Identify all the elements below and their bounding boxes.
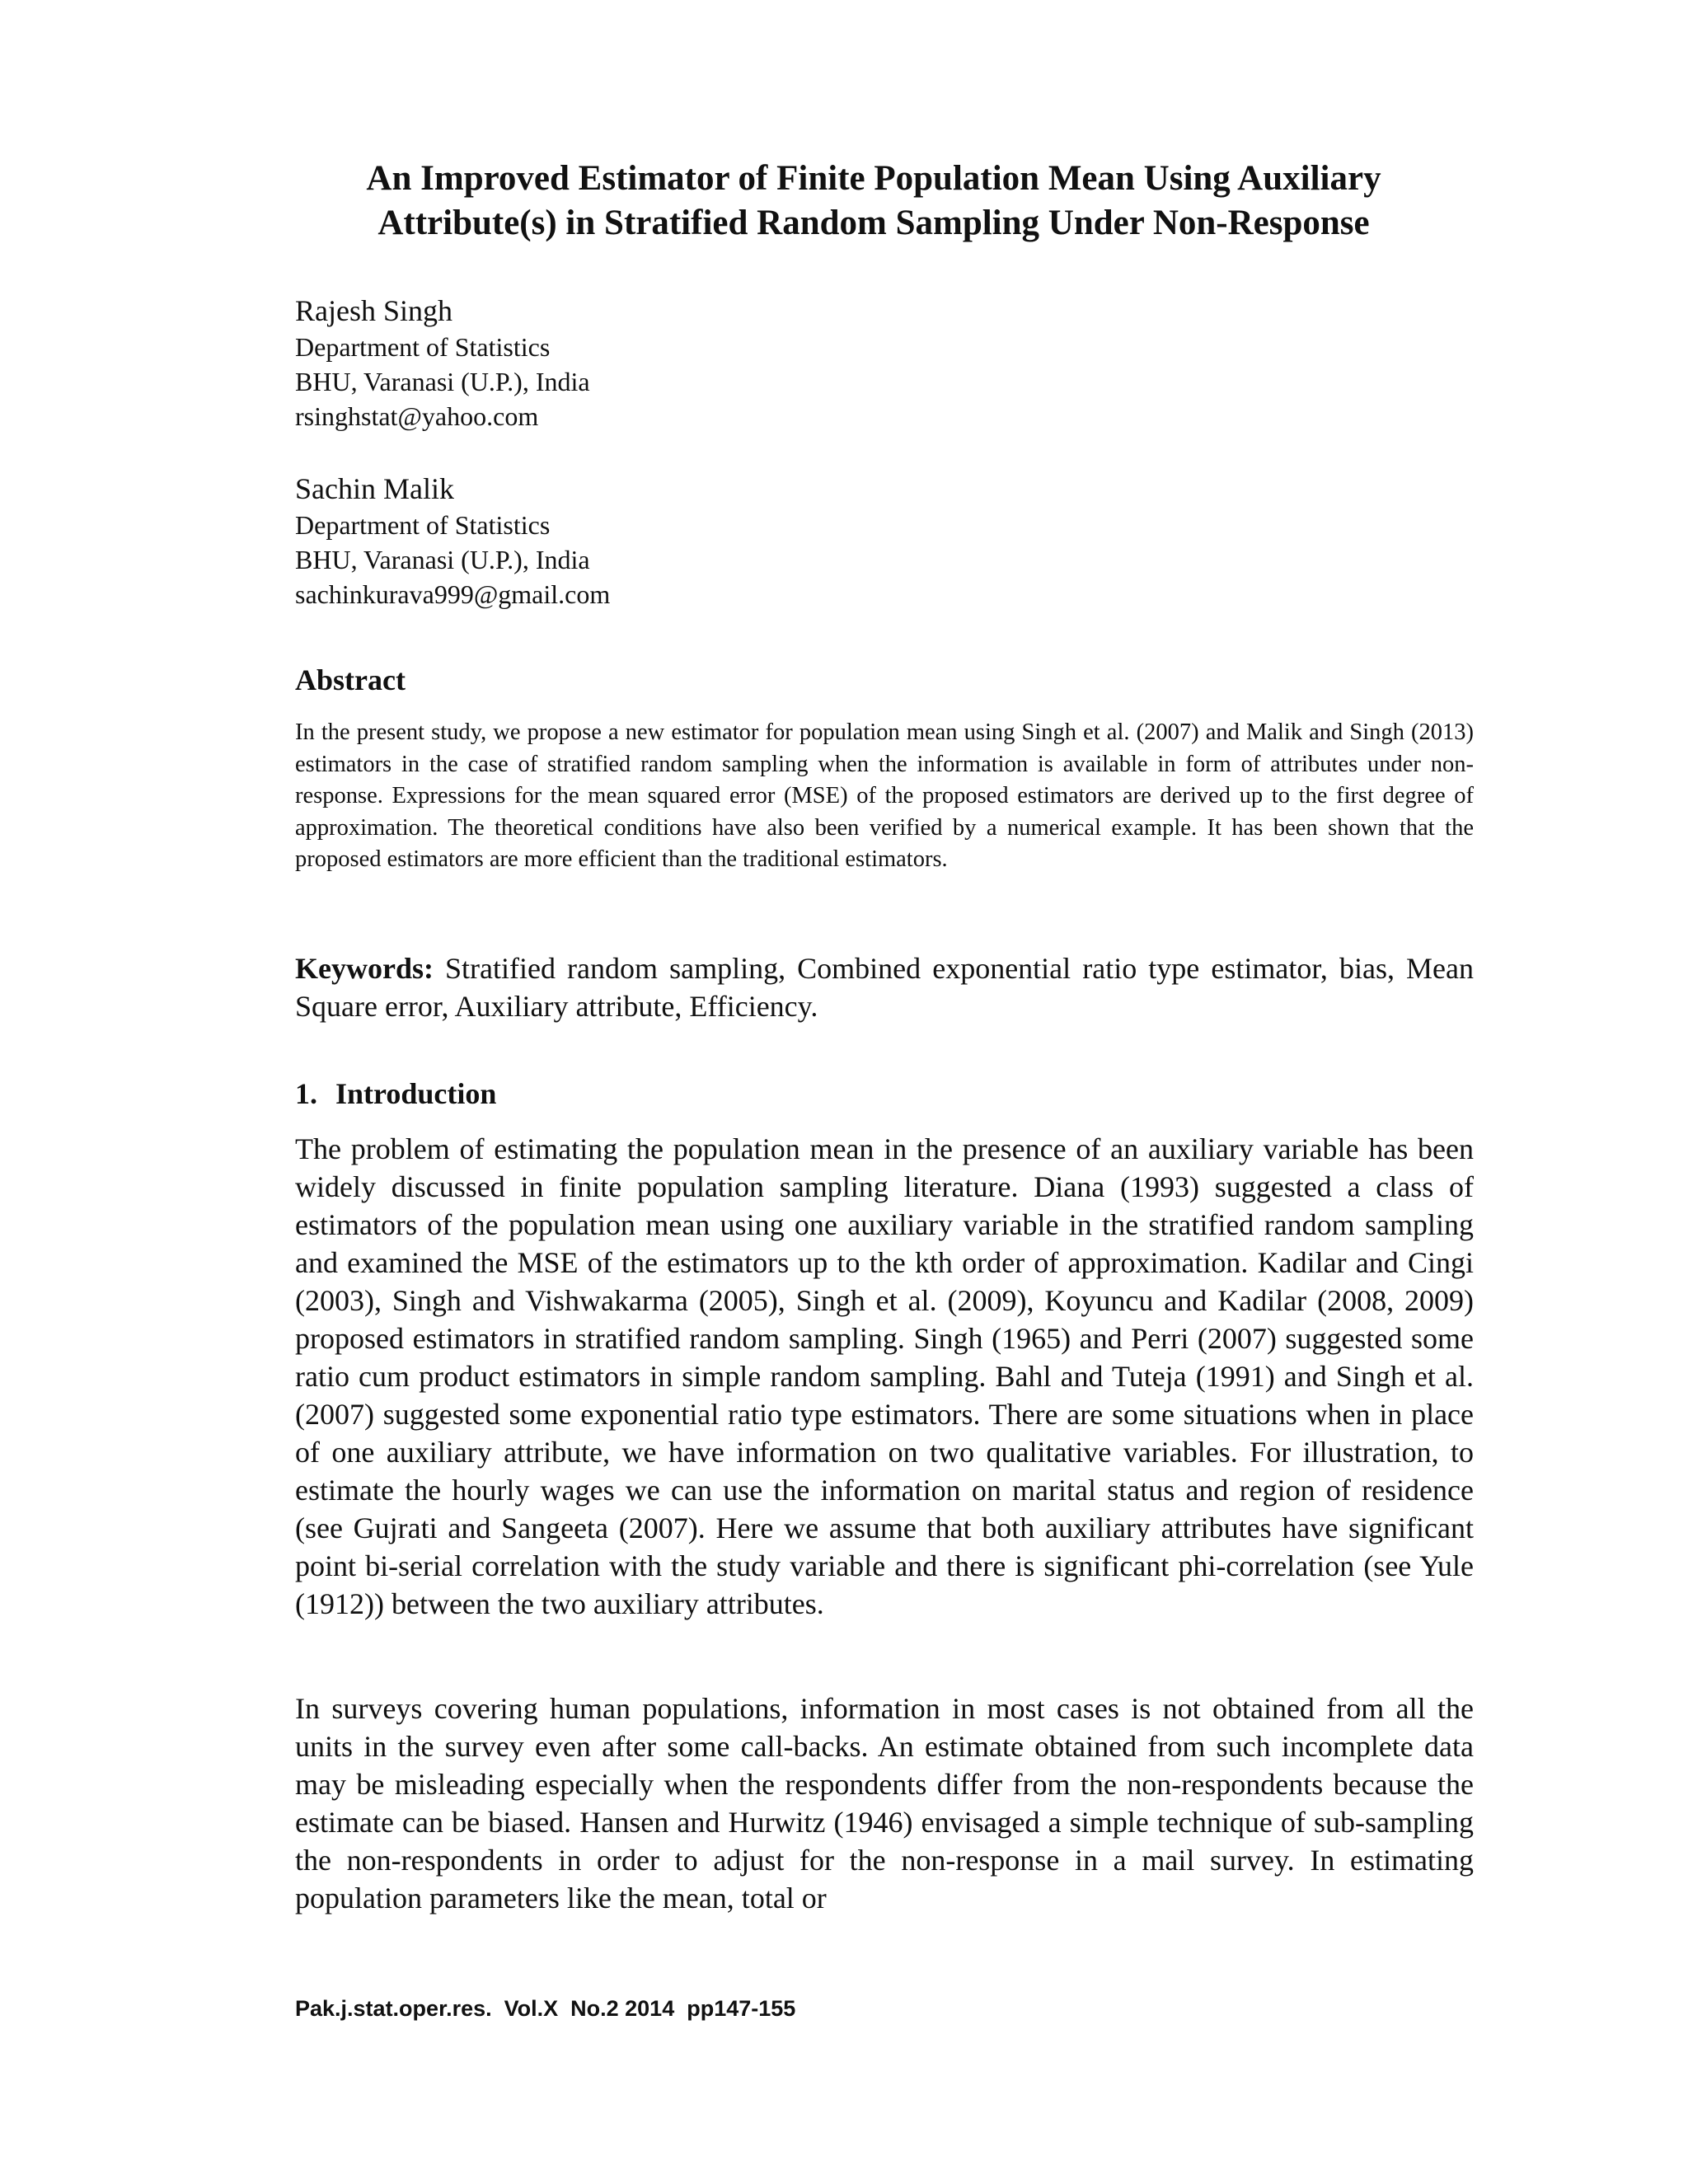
author-affiliation: BHU, Varanasi (U.P.), India [295,367,590,396]
author-name: Rajesh Singh [295,294,453,327]
keywords [295,949,1474,1025]
title-line-2: Attribute(s) in Stratified Random Sampling Under Non-Response [377,204,1370,242]
author-affiliation: BHU, Varanasi (U.P.), India [295,545,590,574]
abstract-text: In the present study, we propose a new estimator for population mean using Singh et al. (2007) and Malik and Singh (2013) estimators in the case of stratified random sampling when the information is available in form of attributes under non-response. Expressions for the mean squared error (MSE) of the proposed estimators are derived up to the first degree of approximation. The theoretical conditions have also been verified by a numerical example. It has been shown that the proposed estimators are more efficient than the traditional estimators. [295,719,1474,872]
paper-title [272,157,1475,246]
author-department: Department of Statistics [295,510,551,540]
body-paragraph: The problem of estimating the population mean in the presence of an auxiliary variable has been widely discussed in finite population sampling literature. Diana (1993) suggested a class of estimators of the population mean using one auxiliary variable in the stratified random sampling and examined the MSE of the estimators up to the kth order of approximation. Kadilar and Cingi (2003), Singh and Vishwakarma (2005), Singh et al. (2009), Koyuncu and Kadilar (2008, 2009) proposed estimators in stratified random sampling. Singh (1965) and Perri (2007) suggested some ratio cum product estimators in simple random sampling. Bahl and Tuteja (1991) and Singh et al. (2007) suggested some exponential ratio type estimators. There are some situations when in place of one auxiliary attribute, we have information on two qualitative variables. For illustration, to estimate the hourly wages we can use the information on marital status and region of residence (see Gujrati and Sangeeta (2007). Here we assume that both auxiliary attributes have significant point bi-serial correlation with the study variable and there is significant phi-correlation (see Yule (1912)) between the two auxiliary attributes. [295,1132,1474,1620]
section-title: Introduction [335,1077,497,1110]
title-line-1: An Improved Estimator of Finite Population Mean Using Auxiliary [366,159,1381,198]
author-department: Department of Statistics [295,332,551,362]
author-name: Sachin Malik [295,472,454,505]
journal-footer: Pak.j.stat.oper.res. Vol.X No.2 2014 pp147-155 [295,1996,796,2021]
abstract-heading: Abstract [295,663,406,696]
keywords-text: Stratified random sampling, Combined exponential ratio type estimator, bias, Mean Square error, Auxiliary attribute, Efficiency. [295,952,1474,1023]
author-block-2 [295,470,1119,612]
keywords-label: Keywords: [295,952,434,985]
body-paragraph: In surveys covering human populations, information in most cases is not obtained from all the units in the survey even after some call-backs. An estimate obtained from such incomplete data may be misleading especially when the respondents differ from the non-respondents because the estimate can be biased. Hansen and Hurwitz (1946) envisaged a simple technique of sub-sampling the non-respondents in order to adjust for the non-response in a mail survey. In estimating population parameters like the mean, total or [295,1692,1474,1915]
section-number: 1. [295,1077,317,1110]
section-heading-introduction [295,1075,496,1113]
author-email: sachinkurava999@gmail.com [295,579,611,609]
author-email: rsinghstat@yahoo.com [295,401,539,431]
author-block-1 [295,292,1119,434]
